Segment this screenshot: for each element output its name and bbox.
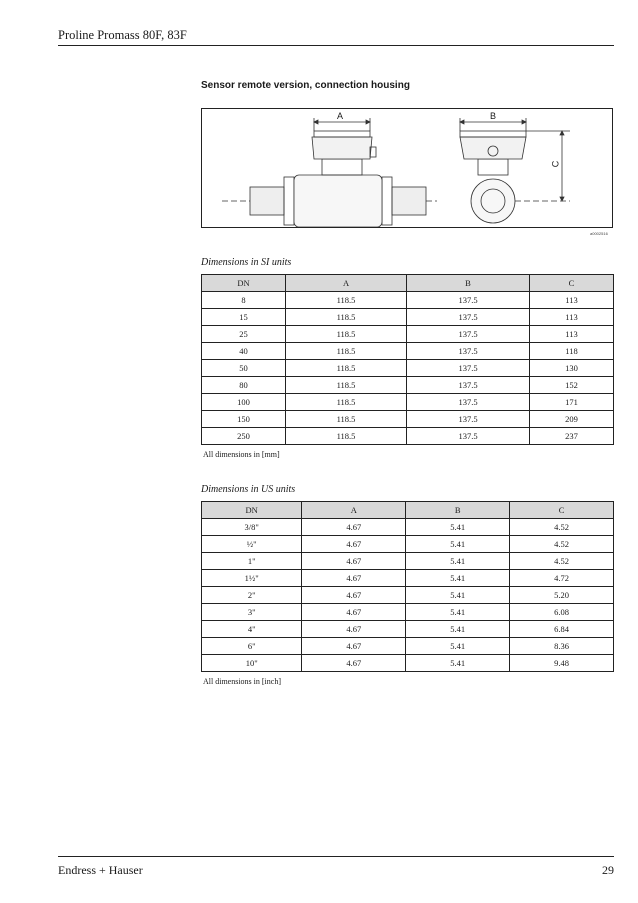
table-cell: 118 bbox=[529, 343, 613, 360]
table-cell: 1" bbox=[202, 553, 302, 570]
table-cell: 4" bbox=[202, 621, 302, 638]
table-row bbox=[202, 292, 614, 309]
table-cell: 4.67 bbox=[302, 536, 406, 553]
table-cell: 10" bbox=[202, 655, 302, 672]
front-view bbox=[222, 118, 437, 227]
table-cell: 250 bbox=[202, 428, 286, 445]
table-cell: 118.5 bbox=[286, 377, 407, 394]
table-cell: 5.41 bbox=[406, 655, 510, 672]
table-cell: 6.08 bbox=[510, 604, 614, 621]
table-row bbox=[202, 309, 614, 326]
table-cell: 118.5 bbox=[286, 326, 407, 343]
table-header-row bbox=[202, 275, 614, 292]
table-cell: 4.52 bbox=[510, 519, 614, 536]
table-row bbox=[202, 394, 614, 411]
table-cell: 5.41 bbox=[406, 519, 510, 536]
label-b: B bbox=[490, 111, 497, 121]
table-cell: 4.67 bbox=[302, 638, 406, 655]
table-cell: 113 bbox=[529, 326, 613, 343]
column-header: A bbox=[302, 502, 406, 519]
table-cell: 118.5 bbox=[286, 292, 407, 309]
table-row bbox=[202, 655, 614, 672]
label-a: A bbox=[337, 111, 344, 121]
table-row bbox=[202, 360, 614, 377]
table-row bbox=[202, 428, 614, 445]
table-cell: 9.48 bbox=[510, 655, 614, 672]
table-cell: 171 bbox=[529, 394, 613, 411]
footer-company: Endress + Hauser bbox=[58, 863, 143, 877]
table-cell: 80 bbox=[202, 377, 286, 394]
table-cell: 40 bbox=[202, 343, 286, 360]
column-header: B bbox=[406, 502, 510, 519]
column-header: C bbox=[529, 275, 613, 292]
table-row bbox=[202, 621, 614, 638]
table-cell: 118.5 bbox=[286, 309, 407, 326]
header-rule bbox=[58, 45, 614, 46]
table-cell: 118.5 bbox=[286, 394, 407, 411]
column-header: A bbox=[286, 275, 407, 292]
table-cell: 118.5 bbox=[286, 411, 407, 428]
table-cell: 4.67 bbox=[302, 604, 406, 621]
table-cell: 3" bbox=[202, 604, 302, 621]
table-row bbox=[202, 519, 614, 536]
table-cell: 15 bbox=[202, 309, 286, 326]
table-cell: 4.67 bbox=[302, 587, 406, 604]
column-header: DN bbox=[202, 275, 286, 292]
header-title: Proline Promass 80F, 83F bbox=[58, 28, 187, 42]
table-cell: 137.5 bbox=[407, 360, 530, 377]
column-header: DN bbox=[202, 502, 302, 519]
table-cell: 5.41 bbox=[406, 604, 510, 621]
table-cell: 4.67 bbox=[302, 621, 406, 638]
column-header: B bbox=[407, 275, 530, 292]
dimension-drawing bbox=[201, 108, 613, 228]
table-cell: 6.84 bbox=[510, 621, 614, 638]
table-cell: 137.5 bbox=[407, 343, 530, 360]
table-cell: 137.5 bbox=[407, 394, 530, 411]
table-row bbox=[202, 587, 614, 604]
figure-id: a0002516 bbox=[590, 231, 608, 236]
table-header-row bbox=[202, 502, 614, 519]
table-cell: 137.5 bbox=[407, 411, 530, 428]
table-row bbox=[202, 553, 614, 570]
table-cell: 5.41 bbox=[406, 570, 510, 587]
table-cell: 4.67 bbox=[302, 570, 406, 587]
table-cell: 25 bbox=[202, 326, 286, 343]
table-cell: 118.5 bbox=[286, 428, 407, 445]
table-cell: 8 bbox=[202, 292, 286, 309]
table-cell: 4.52 bbox=[510, 536, 614, 553]
table-row bbox=[202, 343, 614, 360]
column-header: C bbox=[510, 502, 614, 519]
us-table-note: All dimensions in [inch] bbox=[203, 677, 281, 686]
side-view bbox=[460, 118, 570, 223]
table-row bbox=[202, 377, 614, 394]
us-dimensions-table bbox=[201, 501, 614, 672]
table-cell: 118.5 bbox=[286, 343, 407, 360]
page-number: 29 bbox=[602, 863, 614, 877]
table-cell: 50 bbox=[202, 360, 286, 377]
si-table-note: All dimensions in [mm] bbox=[203, 450, 280, 459]
table-cell: 4.67 bbox=[302, 655, 406, 672]
table-row bbox=[202, 604, 614, 621]
label-c: C bbox=[550, 160, 561, 168]
table-cell: 137.5 bbox=[407, 377, 530, 394]
table-cell: ½" bbox=[202, 536, 302, 553]
table-row bbox=[202, 570, 614, 587]
table-cell: 137.5 bbox=[407, 326, 530, 343]
table-cell: 100 bbox=[202, 394, 286, 411]
table-cell: 130 bbox=[529, 360, 613, 377]
table-cell: 113 bbox=[529, 309, 613, 326]
table-cell: 5.41 bbox=[406, 621, 510, 638]
table-cell: 4.67 bbox=[302, 519, 406, 536]
si-table-caption: Dimensions in SI units bbox=[201, 257, 292, 268]
footer-rule bbox=[58, 856, 614, 857]
table-row bbox=[202, 326, 614, 343]
table-cell: 4.72 bbox=[510, 570, 614, 587]
table-row bbox=[202, 411, 614, 428]
table-cell: 8.36 bbox=[510, 638, 614, 655]
us-table-caption: Dimensions in US units bbox=[201, 484, 296, 495]
table-cell: 237 bbox=[529, 428, 613, 445]
table-row bbox=[202, 536, 614, 553]
table-cell: 113 bbox=[529, 292, 613, 309]
section-title: Sensor remote version, connection housing bbox=[201, 80, 410, 91]
table-cell: 5.41 bbox=[406, 553, 510, 570]
table-cell: 137.5 bbox=[407, 428, 530, 445]
table-cell: 5.41 bbox=[406, 587, 510, 604]
drawing-svg bbox=[202, 109, 612, 227]
table-cell: 5.41 bbox=[406, 638, 510, 655]
table-cell: 2" bbox=[202, 587, 302, 604]
table-cell: 5.20 bbox=[510, 587, 614, 604]
table-cell: 150 bbox=[202, 411, 286, 428]
table-cell: 1½" bbox=[202, 570, 302, 587]
table-cell: 6" bbox=[202, 638, 302, 655]
table-cell: 118.5 bbox=[286, 360, 407, 377]
table-row bbox=[202, 638, 614, 655]
table-cell: 4.52 bbox=[510, 553, 614, 570]
table-cell: 3/8" bbox=[202, 519, 302, 536]
si-dimensions-table bbox=[201, 274, 614, 445]
table-cell: 137.5 bbox=[407, 292, 530, 309]
table-cell: 137.5 bbox=[407, 309, 530, 326]
table-cell: 209 bbox=[529, 411, 613, 428]
table-cell: 5.41 bbox=[406, 536, 510, 553]
table-cell: 4.67 bbox=[302, 553, 406, 570]
table-cell: 152 bbox=[529, 377, 613, 394]
